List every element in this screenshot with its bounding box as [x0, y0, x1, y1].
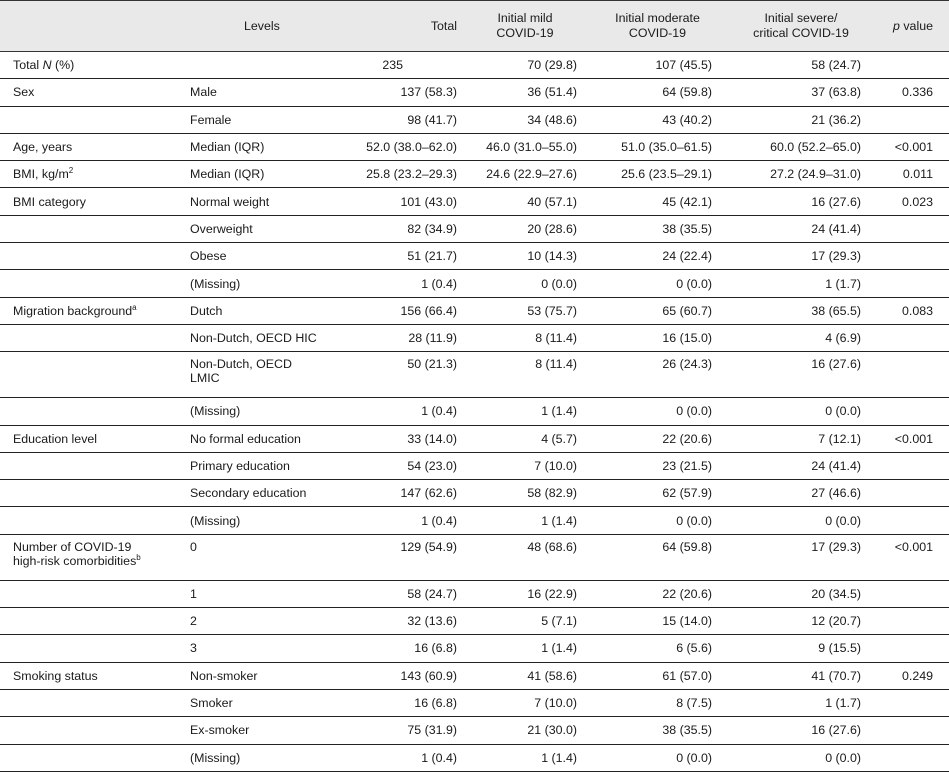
moderate-cell: 15 (14.0) — [587, 608, 728, 635]
total-cell: 1 (0.4) — [341, 398, 463, 425]
header-mild — [463, 1, 587, 52]
p-value-cell — [874, 635, 949, 662]
level-cell: (Missing) — [178, 507, 341, 534]
table-row — [0, 188, 949, 215]
p-value-cell — [874, 608, 949, 635]
table-row — [0, 717, 949, 744]
var-italic: N — [42, 58, 52, 73]
p-value-cell: <0.001 — [874, 425, 949, 452]
total-cell: 143 (60.9) — [341, 662, 463, 689]
level-cell: Normal weight — [178, 188, 341, 215]
variable-cell — [0, 161, 178, 188]
p-value-cell: 0.011 — [874, 161, 949, 188]
var-text-post: (%) — [51, 58, 75, 73]
total-cell: 1 (0.4) — [341, 507, 463, 534]
moderate-cell: 16 (15.0) — [587, 324, 728, 351]
header-severe-line2: critical COVID-19 — [753, 26, 849, 40]
table-row — [0, 480, 949, 507]
p-value-cell — [874, 324, 949, 351]
variable-cell — [0, 398, 178, 425]
severe-cell: 16 (27.6) — [728, 717, 874, 744]
variable-cell — [0, 52, 178, 79]
mild-cell: 41 (58.6) — [463, 662, 587, 689]
total-cell: 33 (14.0) — [341, 425, 463, 452]
variable-cell — [0, 580, 178, 607]
severe-cell: 37 (63.8) — [728, 79, 874, 106]
severe-cell: 16 (27.6) — [728, 188, 874, 215]
variable-cell — [0, 534, 178, 580]
variable-cell — [0, 717, 178, 744]
total-cell: 16 (6.8) — [341, 689, 463, 716]
p-value-cell — [874, 580, 949, 607]
variable-cell: Sex — [0, 79, 178, 106]
moderate-cell: 64 (59.8) — [587, 79, 728, 106]
total-cell: 75 (31.9) — [341, 717, 463, 744]
moderate-cell: 64 (59.8) — [587, 534, 728, 580]
moderate-cell: 23 (21.5) — [587, 452, 728, 479]
mild-cell: 21 (30.0) — [463, 717, 587, 744]
severe-cell: 41 (70.7) — [728, 662, 874, 689]
mild-cell: 36 (51.4) — [463, 79, 587, 106]
level-cell: Female — [178, 106, 341, 133]
p-value-cell — [874, 717, 949, 744]
header-p-italic: p — [893, 18, 900, 33]
variable-cell — [0, 352, 178, 398]
level-cell: Median (IQR) — [178, 133, 341, 160]
level-cell: 3 — [178, 635, 341, 662]
severe-cell: 20 (34.5) — [728, 580, 874, 607]
mild-cell: 10 (14.3) — [463, 243, 587, 270]
moderate-cell: 25.6 (23.5–29.1) — [587, 161, 728, 188]
mild-cell: 40 (57.1) — [463, 188, 587, 215]
p-value-cell — [874, 689, 949, 716]
total-cell: 156 (66.4) — [341, 297, 463, 324]
severe-cell: 12 (20.7) — [728, 608, 874, 635]
moderate-cell: 22 (20.6) — [587, 580, 728, 607]
mild-cell: 0 (0.0) — [463, 270, 587, 297]
var-text: Total — [13, 58, 43, 73]
level-cell: Ex-smoker — [178, 717, 341, 744]
var-text: Migration background — [13, 303, 133, 318]
moderate-cell: 45 (42.1) — [587, 188, 728, 215]
var-line2: high-risk comorbidities — [13, 553, 137, 568]
p-value-cell — [874, 243, 949, 270]
severe-cell: 16 (27.6) — [728, 352, 874, 398]
p-value-cell — [874, 106, 949, 133]
moderate-cell: 24 (22.4) — [587, 243, 728, 270]
table-row — [0, 352, 949, 398]
total-cell: 1 (0.4) — [341, 270, 463, 297]
mild-cell: 1 (1.4) — [463, 507, 587, 534]
moderate-cell: 0 (0.0) — [587, 270, 728, 297]
moderate-cell: 43 (40.2) — [587, 106, 728, 133]
total-cell: 25.8 (23.2–29.3) — [341, 161, 463, 188]
variable-cell — [0, 106, 178, 133]
severe-cell: 1 (1.7) — [728, 689, 874, 716]
variable-cell — [0, 297, 178, 324]
variable-cell — [0, 635, 178, 662]
level-line2: LMIC — [190, 371, 220, 386]
p-value-cell — [874, 215, 949, 242]
variable-cell — [0, 324, 178, 351]
table-header — [0, 1, 949, 52]
level-cell: (Missing) — [178, 398, 341, 425]
severe-cell: 27.2 (24.9–31.0) — [728, 161, 874, 188]
variable-cell: BMI category — [0, 188, 178, 215]
table-row — [0, 452, 949, 479]
level-cell: No formal education — [178, 425, 341, 452]
p-value-cell: 0.249 — [874, 662, 949, 689]
header-p-value — [874, 1, 949, 52]
table-row — [0, 635, 949, 662]
level-cell: 1 — [178, 580, 341, 607]
severe-cell: 0 (0.0) — [728, 398, 874, 425]
moderate-cell: 107 (45.5) — [587, 52, 728, 79]
severe-cell: 17 (29.3) — [728, 243, 874, 270]
variable-cell — [0, 452, 178, 479]
level-cell: Secondary education — [178, 480, 341, 507]
mild-cell: 8 (11.4) — [463, 352, 587, 398]
total-cell: 147 (62.6) — [341, 480, 463, 507]
level-cell: Smoker — [178, 689, 341, 716]
mild-cell: 48 (68.6) — [463, 534, 587, 580]
p-value-cell — [874, 507, 949, 534]
variable-cell — [0, 744, 178, 771]
mild-cell: 4 (5.7) — [463, 425, 587, 452]
level-cell: Non-Dutch, OECD HIC — [178, 324, 341, 351]
level-line1: Non-Dutch, OECD — [190, 357, 292, 372]
table-row — [0, 297, 949, 324]
header-total: Total — [341, 1, 463, 52]
p-value-cell: <0.001 — [874, 534, 949, 580]
total-cell: 50 (21.3) — [341, 352, 463, 398]
level-cell: Obese — [178, 243, 341, 270]
level-cell: Median (IQR) — [178, 161, 341, 188]
moderate-cell: 38 (35.5) — [587, 215, 728, 242]
total-cell: 54 (23.0) — [341, 452, 463, 479]
total-cell: 28 (11.9) — [341, 324, 463, 351]
table-row — [0, 106, 949, 133]
table-row — [0, 425, 949, 452]
variable-cell — [0, 243, 178, 270]
table-row — [0, 507, 949, 534]
total-cell: 51 (21.7) — [341, 243, 463, 270]
level-cell: Dutch — [178, 297, 341, 324]
level-cell: 2 — [178, 608, 341, 635]
level-cell: Male — [178, 79, 341, 106]
moderate-cell: 38 (35.5) — [587, 717, 728, 744]
variable-cell: Age, years — [0, 133, 178, 160]
variable-cell — [0, 480, 178, 507]
variable-cell — [0, 689, 178, 716]
total-cell: 235 — [341, 52, 463, 79]
severe-cell: 24 (41.4) — [728, 452, 874, 479]
var-superscript: 2 — [68, 166, 74, 176]
variable-cell: Smoking status — [0, 662, 178, 689]
total-cell: 16 (6.8) — [341, 635, 463, 662]
table-row — [0, 243, 949, 270]
severe-cell: 17 (29.3) — [728, 534, 874, 580]
table-row — [0, 662, 949, 689]
variable-cell — [0, 608, 178, 635]
moderate-cell: 62 (57.9) — [587, 480, 728, 507]
header-p-rest: value — [899, 18, 933, 33]
variable-cell — [0, 507, 178, 534]
header-moderate-line2: COVID-19 — [628, 26, 687, 40]
mild-cell: 5 (7.1) — [463, 608, 587, 635]
total-cell: 98 (41.7) — [341, 106, 463, 133]
footnote-marker: b — [136, 552, 141, 562]
table-body — [0, 52, 949, 772]
level-cell: (Missing) — [178, 270, 341, 297]
mild-cell: 20 (28.6) — [463, 215, 587, 242]
p-value-cell — [874, 452, 949, 479]
total-cell: 52.0 (38.0–62.0) — [341, 133, 463, 160]
moderate-cell: 65 (60.7) — [587, 297, 728, 324]
p-value-cell: 0.336 — [874, 79, 949, 106]
p-value-cell: 0.083 — [874, 297, 949, 324]
severe-cell: 9 (15.5) — [728, 635, 874, 662]
header-mild-line1: Initial mild — [497, 11, 553, 25]
header-mild-line2: COVID-19 — [496, 26, 554, 40]
severe-cell: 1 (1.7) — [728, 270, 874, 297]
level-cell — [178, 352, 341, 398]
moderate-cell: 0 (0.0) — [587, 398, 728, 425]
mild-cell: 1 (1.4) — [463, 398, 587, 425]
severe-cell: 58 (24.7) — [728, 52, 874, 79]
level-cell: (Missing) — [178, 744, 341, 771]
total-cell: 137 (58.3) — [341, 79, 463, 106]
total-cell: 82 (34.9) — [341, 215, 463, 242]
p-value-cell — [874, 52, 949, 79]
header-moderate-line1: Initial moderate — [615, 11, 700, 25]
p-value-cell — [874, 480, 949, 507]
p-value-cell — [874, 270, 949, 297]
mild-cell: 1 (1.4) — [463, 744, 587, 771]
p-value-cell: 0.023 — [874, 188, 949, 215]
moderate-cell: 8 (7.5) — [587, 689, 728, 716]
severe-cell: 4 (6.9) — [728, 324, 874, 351]
level-cell: Non-smoker — [178, 662, 341, 689]
mild-cell: 58 (82.9) — [463, 480, 587, 507]
header-severe-line1: Initial severe/ — [764, 11, 838, 25]
table-row — [0, 270, 949, 297]
severe-cell: 27 (46.6) — [728, 480, 874, 507]
header-levels: Levels — [178, 1, 341, 52]
variable-cell — [0, 270, 178, 297]
table-row — [0, 215, 949, 242]
mild-cell: 24.6 (22.9–27.6) — [463, 161, 587, 188]
mild-cell: 7 (10.0) — [463, 689, 587, 716]
moderate-cell: 26 (24.3) — [587, 352, 728, 398]
severe-cell: 7 (12.1) — [728, 425, 874, 452]
mild-cell: 46.0 (31.0–55.0) — [463, 133, 587, 160]
footnote-marker: a — [132, 302, 137, 312]
moderate-cell: 61 (57.0) — [587, 662, 728, 689]
moderate-cell: 22 (20.6) — [587, 425, 728, 452]
severe-cell: 24 (41.4) — [728, 215, 874, 242]
moderate-cell: 6 (5.6) — [587, 635, 728, 662]
mild-cell: 70 (29.8) — [463, 52, 587, 79]
total-cell: 32 (13.6) — [341, 608, 463, 635]
moderate-cell: 51.0 (35.0–61.5) — [587, 133, 728, 160]
table-row — [0, 580, 949, 607]
var-text: BMI, kg/m — [13, 167, 69, 182]
table-row — [0, 133, 949, 160]
mild-cell: 8 (11.4) — [463, 324, 587, 351]
table-row — [0, 324, 949, 351]
severe-cell: 21 (36.2) — [728, 106, 874, 133]
header-moderate — [587, 1, 728, 52]
table-row — [0, 689, 949, 716]
moderate-cell: 0 (0.0) — [587, 744, 728, 771]
table-row — [0, 52, 949, 79]
level-cell — [178, 52, 341, 79]
p-value-cell — [874, 398, 949, 425]
table-row — [0, 608, 949, 635]
total-cell: 1 (0.4) — [341, 744, 463, 771]
severe-cell: 60.0 (52.2–65.0) — [728, 133, 874, 160]
header-row — [0, 1, 949, 52]
level-cell: Primary education — [178, 452, 341, 479]
level-cell: 0 — [178, 534, 341, 580]
table-row — [0, 161, 949, 188]
header-variable — [0, 1, 178, 52]
total-cell: 58 (24.7) — [341, 580, 463, 607]
mild-cell: 7 (10.0) — [463, 452, 587, 479]
table-row — [0, 534, 949, 580]
p-value-cell: <0.001 — [874, 133, 949, 160]
variable-cell: Education level — [0, 425, 178, 452]
total-cell: 101 (43.0) — [341, 188, 463, 215]
mild-cell: 53 (75.7) — [463, 297, 587, 324]
p-value-cell — [874, 352, 949, 398]
moderate-cell: 0 (0.0) — [587, 507, 728, 534]
header-severe — [728, 1, 874, 52]
mild-cell: 1 (1.4) — [463, 635, 587, 662]
variable-cell — [0, 215, 178, 242]
severe-cell: 0 (0.0) — [728, 507, 874, 534]
var-line1: Number of COVID-19 — [13, 539, 132, 554]
mild-cell: 34 (48.6) — [463, 106, 587, 133]
table-row — [0, 79, 949, 106]
total-cell: 129 (54.9) — [341, 534, 463, 580]
table-row — [0, 398, 949, 425]
table-row — [0, 744, 949, 771]
severe-cell: 0 (0.0) — [728, 744, 874, 771]
p-value-cell — [874, 744, 949, 771]
mild-cell: 16 (22.9) — [463, 580, 587, 607]
level-cell: Overweight — [178, 215, 341, 242]
severe-cell: 38 (65.5) — [728, 297, 874, 324]
